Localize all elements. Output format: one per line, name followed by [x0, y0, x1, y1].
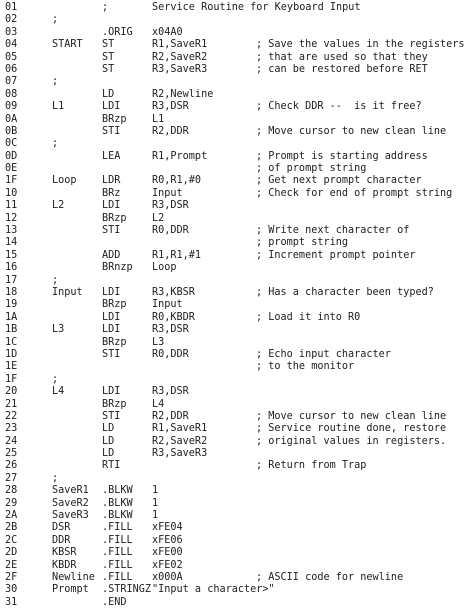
line-number: 31 [5, 596, 18, 608]
line-comment: ; Check DDR -- is it free? [256, 101, 422, 113]
line-opcode: LDI [102, 101, 121, 113]
line-opcode: BRzp [102, 113, 127, 125]
line-operands: Input [152, 187, 183, 199]
line-number: 0D [5, 150, 18, 162]
code-line [5, 200, 473, 212]
line-comment: ; original values in registers. [256, 435, 447, 447]
line-opcode: LDR [102, 175, 121, 187]
code-line [5, 76, 473, 88]
line-label: L1 [52, 101, 65, 113]
line-number: 19 [5, 299, 18, 311]
line-opcode: .FILL [102, 547, 133, 559]
line-label: ; [52, 76, 59, 88]
code-line [5, 448, 473, 460]
line-number: 1F [5, 175, 18, 187]
line-operands: 1 [152, 510, 159, 522]
line-opcode: LDI [102, 311, 121, 323]
code-line [5, 399, 473, 411]
line-number: 03 [5, 26, 18, 38]
line-opcode: LD [102, 435, 115, 447]
code-listing [5, 2, 473, 609]
line-number: 2B [5, 522, 18, 534]
line-label: L2 [52, 200, 65, 212]
line-opcode: LEA [102, 150, 121, 162]
code-line [5, 138, 473, 150]
line-opcode: LD [102, 423, 115, 435]
code-line [5, 262, 473, 274]
line-operands: L1 [152, 113, 165, 125]
line-number: 2C [5, 534, 18, 546]
line-label: L3 [52, 324, 65, 336]
code-line [5, 361, 473, 373]
line-operands: R3,DSR [152, 101, 189, 113]
code-line [5, 101, 473, 113]
line-opcode: LDI [102, 324, 121, 336]
line-number: 18 [5, 286, 18, 298]
line-number: 21 [5, 398, 18, 410]
line-operands: R2,DDR [152, 410, 189, 422]
line-comment: ; Has a character been typed? [256, 286, 434, 298]
line-opcode: BRzp [102, 336, 127, 348]
line-label: ; [52, 373, 59, 385]
line-number: 02 [5, 14, 18, 26]
line-opcode: BRnzp [102, 262, 133, 274]
line-number: 1D [5, 348, 18, 360]
line-opcode: .STRINGZ [102, 584, 152, 596]
line-comment: ; ASCII code for newline [256, 571, 404, 583]
line-number: 06 [5, 63, 18, 75]
code-line [5, 485, 473, 497]
line-label: ; [52, 14, 59, 26]
line-label: SaveR3 [52, 510, 89, 522]
line-number: 2D [5, 547, 18, 559]
line-opcode: .FILL [102, 534, 133, 546]
line-label: Loop [52, 175, 77, 187]
line-comment: ; of prompt string [256, 163, 367, 175]
line-operands: 1 [152, 485, 159, 497]
code-line [5, 89, 473, 101]
line-opcode: ADD [102, 249, 121, 261]
line-comment: ; Increment prompt pointer [256, 249, 416, 261]
code-line [5, 510, 473, 522]
line-number: 04 [5, 39, 18, 51]
line-number: 27 [5, 472, 18, 484]
line-number: 2F [5, 571, 18, 583]
code-line [5, 151, 473, 163]
line-operands: R0,R1,#0 [152, 175, 202, 187]
code-line [5, 2, 473, 14]
line-comment: ; Service routine done, restore [256, 423, 447, 435]
line-number: 30 [5, 584, 18, 596]
line-operands: x04A0 [152, 26, 183, 38]
line-operands: R2,SaveR2 [152, 51, 208, 63]
code-line [5, 584, 473, 596]
line-label: START [52, 39, 83, 51]
line-operands: R0,DDR [152, 348, 189, 360]
line-operands: R2,Newline [152, 88, 214, 100]
line-opcode: BRzp [102, 398, 127, 410]
line-comment: ; that are used so that they [256, 51, 428, 63]
line-number: 20 [5, 386, 18, 398]
line-operands: L4 [152, 398, 165, 410]
line-opcode: STI [102, 410, 121, 422]
line-label: L4 [52, 386, 65, 398]
code-line [5, 560, 473, 572]
line-number: 1C [5, 336, 18, 348]
code-line [5, 14, 473, 26]
line-opcode: .ORIG [102, 26, 133, 38]
line-opcode: STI [102, 225, 121, 237]
code-line [5, 64, 473, 76]
line-operands: L3 [152, 336, 165, 348]
line-operands: xFE04 [152, 522, 183, 534]
line-comment: ; prompt string [256, 237, 349, 249]
code-line [5, 114, 473, 126]
line-comment: ; Get next prompt character [256, 175, 422, 187]
line-operands: 1 [152, 497, 159, 509]
code-line [5, 237, 473, 249]
line-operands: R2,DDR [152, 125, 189, 137]
line-opcode: LDI [102, 200, 121, 212]
line-number: 1F [5, 373, 18, 385]
line-opcode: LDI [102, 386, 121, 398]
line-number: 1E [5, 361, 18, 373]
code-line [5, 27, 473, 39]
line-operands: R1,R1,#1 [152, 249, 202, 261]
line-number: 24 [5, 435, 18, 447]
line-label: ; [52, 138, 59, 150]
code-line [5, 213, 473, 225]
line-opcode: .FILL [102, 571, 133, 583]
line-operands: xFE02 [152, 559, 183, 571]
line-number: 22 [5, 410, 18, 422]
line-comment: ; to the monitor [256, 361, 355, 373]
line-label: DSR [52, 522, 71, 534]
line-comment: ; can be restored before RET [256, 63, 428, 75]
line-opcode: ST [102, 51, 115, 63]
line-number: 26 [5, 460, 18, 472]
line-opcode: .BLKW [102, 497, 133, 509]
line-opcode: LD [102, 448, 115, 460]
line-comment: ; Move cursor to new clean line [256, 125, 447, 137]
line-opcode: BRz [102, 187, 121, 199]
line-operands: R3,DSR [152, 386, 189, 398]
line-operands: R3,SaveR3 [152, 63, 208, 75]
line-operands: L2 [152, 212, 165, 224]
code-line [5, 287, 473, 299]
line-label: Prompt [52, 584, 89, 596]
line-number: 1B [5, 324, 18, 336]
line-number: 14 [5, 237, 18, 249]
line-number: 17 [5, 274, 18, 286]
code-line [5, 250, 473, 262]
line-number: 05 [5, 51, 18, 63]
code-line [5, 572, 473, 584]
line-operands: R0,KBDR [152, 311, 195, 323]
code-line [5, 522, 473, 534]
line-comment: ; Return from Trap [256, 460, 367, 472]
line-comment: ; Move cursor to new clean line [256, 410, 447, 422]
line-comment: ; Check for end of prompt string [256, 187, 453, 199]
line-label: SaveR2 [52, 497, 89, 509]
line-operands: Service Routine for Keyboard Input [152, 2, 361, 13]
code-line [5, 299, 473, 311]
line-number: 07 [5, 76, 18, 88]
code-line [5, 460, 473, 472]
code-line [5, 386, 473, 398]
line-label: Newline [52, 571, 95, 583]
line-number: 09 [5, 101, 18, 113]
line-number: 01 [5, 2, 18, 13]
line-opcode: ; [102, 2, 109, 13]
line-operands: R3,DSR [152, 200, 189, 212]
line-opcode: BRzp [102, 212, 127, 224]
line-number: 08 [5, 88, 18, 100]
code-line [5, 547, 473, 559]
line-comment: ; Save the values in the registers [256, 39, 465, 51]
line-operands: xFE06 [152, 534, 183, 546]
line-opcode: .BLKW [102, 510, 133, 522]
line-number: 15 [5, 249, 18, 261]
line-opcode: LDI [102, 286, 121, 298]
code-line [5, 324, 473, 336]
line-number: 16 [5, 262, 18, 274]
line-opcode: LD [102, 88, 115, 100]
line-number: 23 [5, 423, 18, 435]
line-number: 2E [5, 559, 18, 571]
line-number: 28 [5, 485, 18, 497]
line-label: SaveR1 [52, 485, 89, 497]
line-label: DDR [52, 534, 71, 546]
line-opcode: BRzp [102, 299, 127, 311]
code-line [5, 126, 473, 138]
line-number: 0E [5, 163, 18, 175]
line-number: 10 [5, 187, 18, 199]
line-comment: ; Echo input character [256, 348, 391, 360]
line-operands: R0,DDR [152, 225, 189, 237]
line-label: ; [52, 274, 59, 286]
line-operands: Input [152, 299, 183, 311]
line-number: 13 [5, 225, 18, 237]
line-opcode: .FILL [102, 522, 133, 534]
line-opcode: .BLKW [102, 485, 133, 497]
line-opcode: .END [102, 596, 127, 608]
code-line [5, 52, 473, 64]
line-number: 0B [5, 125, 18, 137]
line-number: 1A [5, 311, 18, 323]
line-number: 25 [5, 448, 18, 460]
line-operands: R1,Prompt [152, 150, 208, 162]
line-comment: ; Write next character of [256, 225, 410, 237]
line-operands: R3,SaveR3 [152, 448, 208, 460]
line-number: 12 [5, 212, 18, 224]
code-line [5, 188, 473, 200]
code-line [5, 423, 473, 435]
line-operands: "Input a character>" [152, 584, 275, 596]
line-operands: R2,SaveR2 [152, 435, 208, 447]
line-number: 2A [5, 510, 18, 522]
line-operands: R1,SaveR1 [152, 423, 208, 435]
line-comment: ; Load it into R0 [256, 311, 361, 323]
code-line [5, 411, 473, 423]
code-line [5, 39, 473, 51]
line-number: 0C [5, 138, 18, 150]
line-opcode: STI [102, 125, 121, 137]
code-line [5, 498, 473, 510]
line-opcode: .FILL [102, 559, 133, 571]
code-line [5, 597, 473, 609]
line-label: KBDR [52, 559, 77, 571]
code-line [5, 225, 473, 237]
line-operands: Loop [152, 262, 177, 274]
line-operands: R3,DSR [152, 324, 189, 336]
code-line [5, 473, 473, 485]
line-opcode: ST [102, 63, 115, 75]
code-line [5, 275, 473, 287]
code-line [5, 163, 473, 175]
line-label: ; [52, 472, 59, 484]
code-line [5, 337, 473, 349]
code-line [5, 175, 473, 187]
line-operands: R1,SaveR1 [152, 39, 208, 51]
line-number: 0A [5, 113, 18, 125]
line-label: Input [52, 286, 83, 298]
line-opcode: STI [102, 348, 121, 360]
code-line [5, 436, 473, 448]
line-number: 29 [5, 497, 18, 509]
line-operands: x000A [152, 571, 183, 583]
code-line [5, 312, 473, 324]
line-opcode: ST [102, 39, 115, 51]
line-operands: R3,KBSR [152, 286, 195, 298]
code-line [5, 349, 473, 361]
line-comment: ; Prompt is starting address [256, 150, 428, 162]
code-line [5, 374, 473, 386]
line-operands: xFE00 [152, 547, 183, 559]
code-line [5, 535, 473, 547]
line-opcode: RTI [102, 460, 121, 472]
line-label: KBSR [52, 547, 77, 559]
line-number: 11 [5, 200, 18, 212]
